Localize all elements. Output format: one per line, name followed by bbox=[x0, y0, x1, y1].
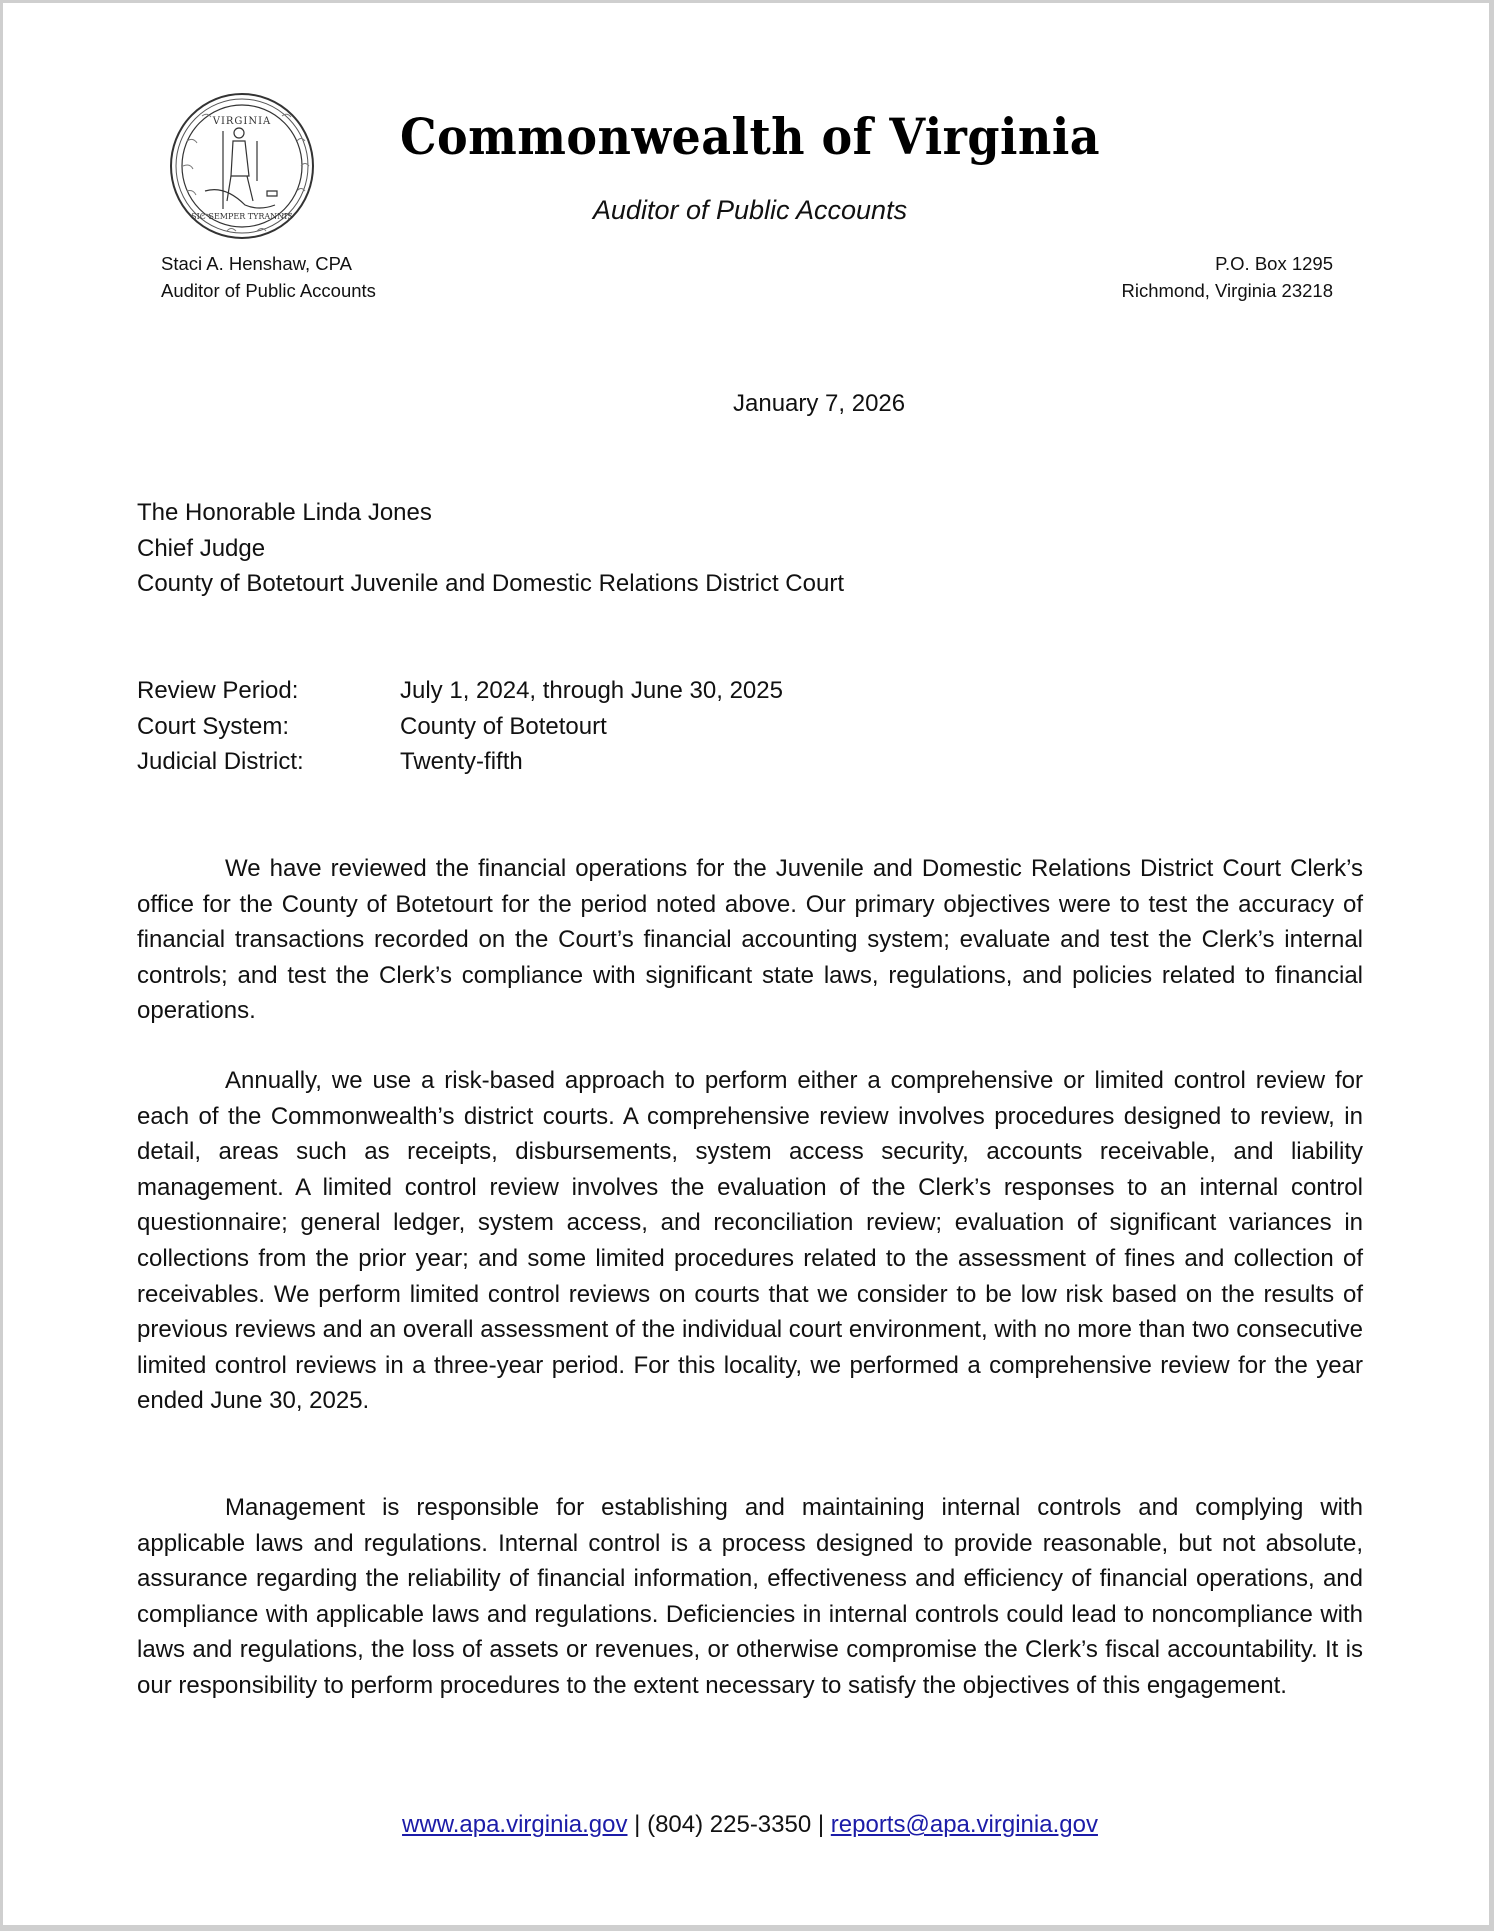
separator: | bbox=[634, 1811, 641, 1838]
court-system-label: Court System: bbox=[137, 712, 290, 740]
addressee-title: Chief Judge bbox=[137, 534, 266, 562]
svg-text:SIC SEMPER TYRANNIS: SIC SEMPER TYRANNIS bbox=[191, 212, 293, 221]
review-period-value: July 1, 2024, through June 30, 2025 bbox=[400, 677, 783, 704]
addressee-name: The Honorable Linda Jones bbox=[137, 499, 432, 526]
phone-number: (804) 225-3350 bbox=[647, 1811, 812, 1838]
auditor-name: Staci A. Henshaw, CPA bbox=[161, 253, 352, 274]
addressee-block bbox=[137, 495, 844, 602]
court-system-value: County of Botetourt bbox=[400, 712, 607, 740]
judicial-district-value: Twenty-fifth bbox=[400, 748, 523, 775]
paragraph-approach bbox=[137, 1063, 1363, 1419]
auditor-role: Auditor of Public Accounts bbox=[161, 280, 376, 301]
svg-text:VIRGINIA: VIRGINIA bbox=[212, 116, 272, 127]
judicial-district-label: Judicial District: bbox=[137, 748, 304, 775]
addressee-court: County of Botetourt Juvenile and Domestic Relations District Court bbox=[137, 570, 844, 597]
paragraph-text: Annually, we use a risk-based approach to perform either a comprehensive or limited control review for each of the Commonwealth’s district courts. A comprehensive review involves procedures designed to review, in detail, areas such as receipts, disbursements, system access security, accounts receivable, and liability management. A limited control review involves the evaluation of the Clerk’s responses to an internal control questionnaire; general ledger, system access, and reconciliation review; evaluation of significant variances in collections from the prior year; and some limited procedures related to the assessment of fines and collection of receivables. We perform limited control reviews on courts that we consider to be low risk based on the results of previous reviews and an overall assessment of the individual court environment, with no more than two consecutive limited control reviews in a three-year period. For this locality, we performed a comprehensive review for the year ended June 30, 2025. bbox=[137, 1067, 1363, 1415]
paragraph-text: Management is responsible for establishing and maintaining internal controls and complying with applicable laws and regulations. Internal control is a process designed to provide reasonable, but not absolute, assurance regarding the reliability of financial information, effectiveness and efficiency of financial operations, and compliance with applicable laws and regulations. Deficiencies in internal controls could lead to noncompliance with laws and regulations, the loss of assets or revenues, or otherwise compromise the Clerk’s fiscal accountability. It is our responsibility to perform procedures to the extent necessary to satisfy the objectives of this engagement. bbox=[137, 1494, 1363, 1699]
footer-contact bbox=[3, 1811, 1494, 1839]
letter-date: January 7, 2026 bbox=[733, 390, 906, 417]
page-title: Commonwealth of Virginia bbox=[399, 107, 1101, 166]
auditor-info bbox=[161, 250, 376, 304]
review-info bbox=[137, 673, 783, 780]
paragraph-text: We have reviewed the financial operations for the Juvenile and Domestic Relations District Court Clerk’s office for the County of Botetourt for the period noted above. Our primary objectives were to test the accuracy of financial transactions recorded on the Court’s financial accounting system; evaluate and test the Clerk’s internal controls; and test the Clerk’s compliance with significant state laws, regulations, and policies related to financial operations. bbox=[137, 855, 1363, 1025]
letter-page bbox=[3, 3, 1489, 1925]
separator: | bbox=[817, 1811, 825, 1838]
email-link[interactable]: reports@apa.virginia.gov bbox=[830, 1811, 1098, 1838]
review-period-label: Review Period: bbox=[137, 677, 299, 704]
paragraph-responsibility bbox=[137, 1490, 1363, 1704]
city-state-zip: Richmond, Virginia 23218 bbox=[1121, 280, 1333, 301]
page-subtitle: Auditor of Public Accounts bbox=[592, 195, 908, 225]
website-link[interactable]: www.apa.virginia.gov bbox=[402, 1811, 628, 1838]
court-system-row bbox=[137, 709, 783, 745]
mailing-address bbox=[1121, 250, 1333, 304]
po-box: P.O. Box 1295 bbox=[1215, 253, 1333, 274]
review-period-row bbox=[137, 673, 783, 709]
paragraph-objectives bbox=[137, 851, 1363, 1029]
judicial-district-row bbox=[137, 744, 783, 780]
